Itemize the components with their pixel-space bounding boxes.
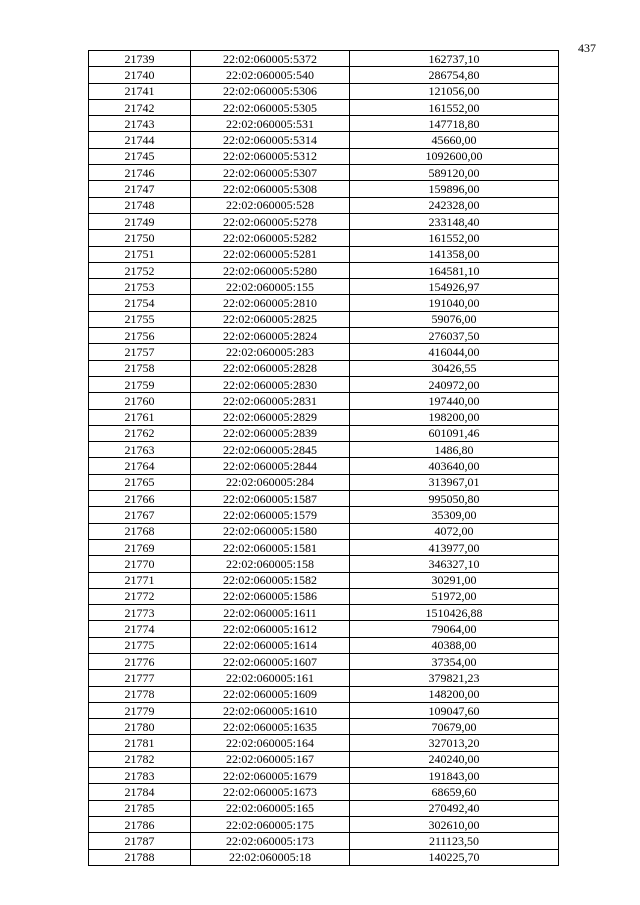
value-cell: 51972,00 <box>350 588 559 604</box>
row-number-cell: 21742 <box>89 99 191 115</box>
row-number-cell: 21740 <box>89 67 191 83</box>
row-number-cell: 21747 <box>89 181 191 197</box>
table-row <box>89 556 559 572</box>
value-cell: 302610,00 <box>350 816 559 832</box>
value-cell: 346327,10 <box>350 556 559 572</box>
table-row <box>89 751 559 767</box>
row-number-cell: 21780 <box>89 719 191 735</box>
table-row <box>89 849 559 865</box>
table-row <box>89 572 559 588</box>
cadastral-number-cell: 22:02:060005:164 <box>191 735 350 751</box>
cadastral-number-cell: 22:02:060005:1614 <box>191 637 350 653</box>
value-cell: 601091,46 <box>350 425 559 441</box>
cadastral-number-cell: 22:02:060005:2828 <box>191 360 350 376</box>
value-cell: 416044,00 <box>350 344 559 360</box>
table-row <box>89 99 559 115</box>
row-number-cell: 21749 <box>89 213 191 229</box>
table-row <box>89 165 559 181</box>
value-cell: 164581,10 <box>350 262 559 278</box>
table-row <box>89 833 559 849</box>
table-row <box>89 539 559 555</box>
cadastral-number-cell: 22:02:060005:540 <box>191 67 350 83</box>
row-number-cell: 21766 <box>89 491 191 507</box>
cadastral-number-cell: 22:02:060005:2839 <box>191 425 350 441</box>
cadastral-number-cell: 22:02:060005:1609 <box>191 686 350 702</box>
value-cell: 313967,01 <box>350 474 559 490</box>
cadastral-number-cell: 22:02:060005:1679 <box>191 768 350 784</box>
row-number-cell: 21748 <box>89 197 191 213</box>
cadastral-number-cell: 22:02:060005:283 <box>191 344 350 360</box>
table-row <box>89 523 559 539</box>
table-row <box>89 311 559 327</box>
value-cell: 147718,80 <box>350 116 559 132</box>
row-number-cell: 21764 <box>89 458 191 474</box>
cadastral-number-cell: 22:02:060005:5280 <box>191 262 350 278</box>
cadastral-number-cell: 22:02:060005:173 <box>191 833 350 849</box>
table-row <box>89 816 559 832</box>
cadastral-number-cell: 22:02:060005:1582 <box>191 572 350 588</box>
cadastral-number-cell: 22:02:060005:2824 <box>191 328 350 344</box>
table-row <box>89 442 559 458</box>
row-number-cell: 21746 <box>89 165 191 181</box>
cadastral-number-cell: 22:02:060005:1607 <box>191 653 350 669</box>
table-row <box>89 458 559 474</box>
table-row <box>89 376 559 392</box>
cadastral-number-cell: 22:02:060005:1586 <box>191 588 350 604</box>
value-cell: 240240,00 <box>350 751 559 767</box>
table-row <box>89 51 559 67</box>
value-cell: 191040,00 <box>350 295 559 311</box>
cadastral-number-cell: 22:02:060005:528 <box>191 197 350 213</box>
cadastral-number-cell: 22:02:060005:5307 <box>191 165 350 181</box>
table-row <box>89 344 559 360</box>
table-row <box>89 148 559 164</box>
table-row <box>89 653 559 669</box>
cadastral-number-cell: 22:02:060005:1579 <box>191 507 350 523</box>
value-cell: 995050,80 <box>350 491 559 507</box>
row-number-cell: 21771 <box>89 572 191 588</box>
value-cell: 68659,60 <box>350 784 559 800</box>
value-cell: 197440,00 <box>350 393 559 409</box>
value-cell: 191843,00 <box>350 768 559 784</box>
row-number-cell: 21759 <box>89 376 191 392</box>
row-number-cell: 21775 <box>89 637 191 653</box>
value-cell: 589120,00 <box>350 165 559 181</box>
row-number-cell: 21761 <box>89 409 191 425</box>
cadastral-number-cell: 22:02:060005:155 <box>191 279 350 295</box>
table-row <box>89 181 559 197</box>
value-cell: 270492,40 <box>350 800 559 816</box>
value-cell: 37354,00 <box>350 653 559 669</box>
value-cell: 286754,80 <box>350 67 559 83</box>
cadastral-number-cell: 22:02:060005:1612 <box>191 621 350 637</box>
value-cell: 40388,00 <box>350 637 559 653</box>
table-row <box>89 735 559 751</box>
row-number-cell: 21785 <box>89 800 191 816</box>
cadastral-number-cell: 22:02:060005:1673 <box>191 784 350 800</box>
cadastral-number-cell: 22:02:060005:5306 <box>191 83 350 99</box>
row-number-cell: 21741 <box>89 83 191 99</box>
value-cell: 148200,00 <box>350 686 559 702</box>
value-cell: 30426,55 <box>350 360 559 376</box>
value-cell: 379821,23 <box>350 670 559 686</box>
row-number-cell: 21762 <box>89 425 191 441</box>
row-number-cell: 21765 <box>89 474 191 490</box>
value-cell: 161552,00 <box>350 99 559 115</box>
table-row <box>89 784 559 800</box>
value-cell: 198200,00 <box>350 409 559 425</box>
table-row <box>89 425 559 441</box>
cadastral-number-cell: 22:02:060005:5281 <box>191 246 350 262</box>
cadastral-number-cell: 22:02:060005:1635 <box>191 719 350 735</box>
row-number-cell: 21787 <box>89 833 191 849</box>
cadastral-number-cell: 22:02:060005:1610 <box>191 702 350 718</box>
table-row <box>89 279 559 295</box>
cadastral-number-cell: 22:02:060005:158 <box>191 556 350 572</box>
value-cell: 79064,00 <box>350 621 559 637</box>
row-number-cell: 21739 <box>89 51 191 67</box>
cadastral-number-cell: 22:02:060005:1611 <box>191 605 350 621</box>
cadastral-number-cell: 22:02:060005:175 <box>191 816 350 832</box>
table-row <box>89 393 559 409</box>
row-number-cell: 21774 <box>89 621 191 637</box>
cadastral-number-cell: 22:02:060005:5314 <box>191 132 350 148</box>
table-row <box>89 83 559 99</box>
row-number-cell: 21752 <box>89 262 191 278</box>
row-number-cell: 21773 <box>89 605 191 621</box>
table-row <box>89 197 559 213</box>
table-row <box>89 295 559 311</box>
row-number-cell: 21753 <box>89 279 191 295</box>
cadastral-number-cell: 22:02:060005:284 <box>191 474 350 490</box>
value-cell: 1510426,88 <box>350 605 559 621</box>
cadastral-number-cell: 22:02:060005:531 <box>191 116 350 132</box>
value-cell: 403640,00 <box>350 458 559 474</box>
table-row <box>89 670 559 686</box>
value-cell: 211123,50 <box>350 833 559 849</box>
row-number-cell: 21786 <box>89 816 191 832</box>
row-number-cell: 21769 <box>89 539 191 555</box>
page-number: 437 <box>578 41 596 55</box>
table-body <box>89 51 559 866</box>
value-cell: 413977,00 <box>350 539 559 555</box>
value-cell: 161552,00 <box>350 230 559 246</box>
value-cell: 4072,00 <box>350 523 559 539</box>
value-cell: 159896,00 <box>350 181 559 197</box>
value-cell: 45660,00 <box>350 132 559 148</box>
value-cell: 154926,97 <box>350 279 559 295</box>
table-row <box>89 213 559 229</box>
table-row <box>89 637 559 653</box>
row-number-cell: 21751 <box>89 246 191 262</box>
value-cell: 1486,80 <box>350 442 559 458</box>
row-number-cell: 21763 <box>89 442 191 458</box>
row-number-cell: 21745 <box>89 148 191 164</box>
cadastral-number-cell: 22:02:060005:2810 <box>191 295 350 311</box>
row-number-cell: 21781 <box>89 735 191 751</box>
value-cell: 141358,00 <box>350 246 559 262</box>
value-cell: 233148,40 <box>350 213 559 229</box>
cadastral-number-cell: 22:02:060005:161 <box>191 670 350 686</box>
value-cell: 35309,00 <box>350 507 559 523</box>
row-number-cell: 21788 <box>89 849 191 865</box>
row-number-cell: 21768 <box>89 523 191 539</box>
row-number-cell: 21783 <box>89 768 191 784</box>
row-number-cell: 21777 <box>89 670 191 686</box>
value-cell: 1092600,00 <box>350 148 559 164</box>
table-row <box>89 800 559 816</box>
row-number-cell: 21770 <box>89 556 191 572</box>
table-row <box>89 116 559 132</box>
cadastral-number-cell: 22:02:060005:18 <box>191 849 350 865</box>
table-row <box>89 507 559 523</box>
cadastral-number-cell: 22:02:060005:5372 <box>191 51 350 67</box>
table-row <box>89 686 559 702</box>
cadastral-number-cell: 22:02:060005:2825 <box>191 311 350 327</box>
row-number-cell: 21779 <box>89 702 191 718</box>
table-row <box>89 768 559 784</box>
table-row <box>89 605 559 621</box>
row-number-cell: 21755 <box>89 311 191 327</box>
value-cell: 70679,00 <box>350 719 559 735</box>
row-number-cell: 21778 <box>89 686 191 702</box>
row-number-cell: 21750 <box>89 230 191 246</box>
table-row <box>89 719 559 735</box>
table-row <box>89 360 559 376</box>
table-row <box>89 132 559 148</box>
value-cell: 327013,20 <box>350 735 559 751</box>
cadastral-number-cell: 22:02:060005:5305 <box>191 99 350 115</box>
table-row <box>89 67 559 83</box>
table-row <box>89 621 559 637</box>
value-cell: 121056,00 <box>350 83 559 99</box>
cadastral-table <box>88 50 559 866</box>
row-number-cell: 21757 <box>89 344 191 360</box>
row-number-cell: 21758 <box>89 360 191 376</box>
cadastral-number-cell: 22:02:060005:2830 <box>191 376 350 392</box>
table-row <box>89 409 559 425</box>
table-row <box>89 262 559 278</box>
value-cell: 59076,00 <box>350 311 559 327</box>
cadastral-number-cell: 22:02:060005:5312 <box>191 148 350 164</box>
cadastral-number-cell: 22:02:060005:165 <box>191 800 350 816</box>
cadastral-number-cell: 22:02:060005:2844 <box>191 458 350 474</box>
row-number-cell: 21754 <box>89 295 191 311</box>
value-cell: 276037,50 <box>350 328 559 344</box>
value-cell: 242328,00 <box>350 197 559 213</box>
row-number-cell: 21776 <box>89 653 191 669</box>
row-number-cell: 21760 <box>89 393 191 409</box>
table-row <box>89 246 559 262</box>
cadastral-number-cell: 22:02:060005:5282 <box>191 230 350 246</box>
table-row <box>89 588 559 604</box>
table-row <box>89 474 559 490</box>
row-number-cell: 21743 <box>89 116 191 132</box>
cadastral-number-cell: 22:02:060005:2831 <box>191 393 350 409</box>
row-number-cell: 21784 <box>89 784 191 800</box>
cadastral-number-cell: 22:02:060005:2829 <box>191 409 350 425</box>
cadastral-number-cell: 22:02:060005:167 <box>191 751 350 767</box>
row-number-cell: 21767 <box>89 507 191 523</box>
cadastral-number-cell: 22:02:060005:1580 <box>191 523 350 539</box>
table-row <box>89 491 559 507</box>
row-number-cell: 21772 <box>89 588 191 604</box>
cadastral-number-cell: 22:02:060005:1581 <box>191 539 350 555</box>
cadastral-number-cell: 22:02:060005:2845 <box>191 442 350 458</box>
table-row <box>89 702 559 718</box>
value-cell: 30291,00 <box>350 572 559 588</box>
row-number-cell: 21782 <box>89 751 191 767</box>
cadastral-number-cell: 22:02:060005:5278 <box>191 213 350 229</box>
value-cell: 240972,00 <box>350 376 559 392</box>
row-number-cell: 21744 <box>89 132 191 148</box>
cadastral-number-cell: 22:02:060005:1587 <box>191 491 350 507</box>
value-cell: 162737,10 <box>350 51 559 67</box>
cadastral-number-cell: 22:02:060005:5308 <box>191 181 350 197</box>
value-cell: 109047,60 <box>350 702 559 718</box>
value-cell: 140225,70 <box>350 849 559 865</box>
table-row <box>89 328 559 344</box>
row-number-cell: 21756 <box>89 328 191 344</box>
table-row <box>89 230 559 246</box>
